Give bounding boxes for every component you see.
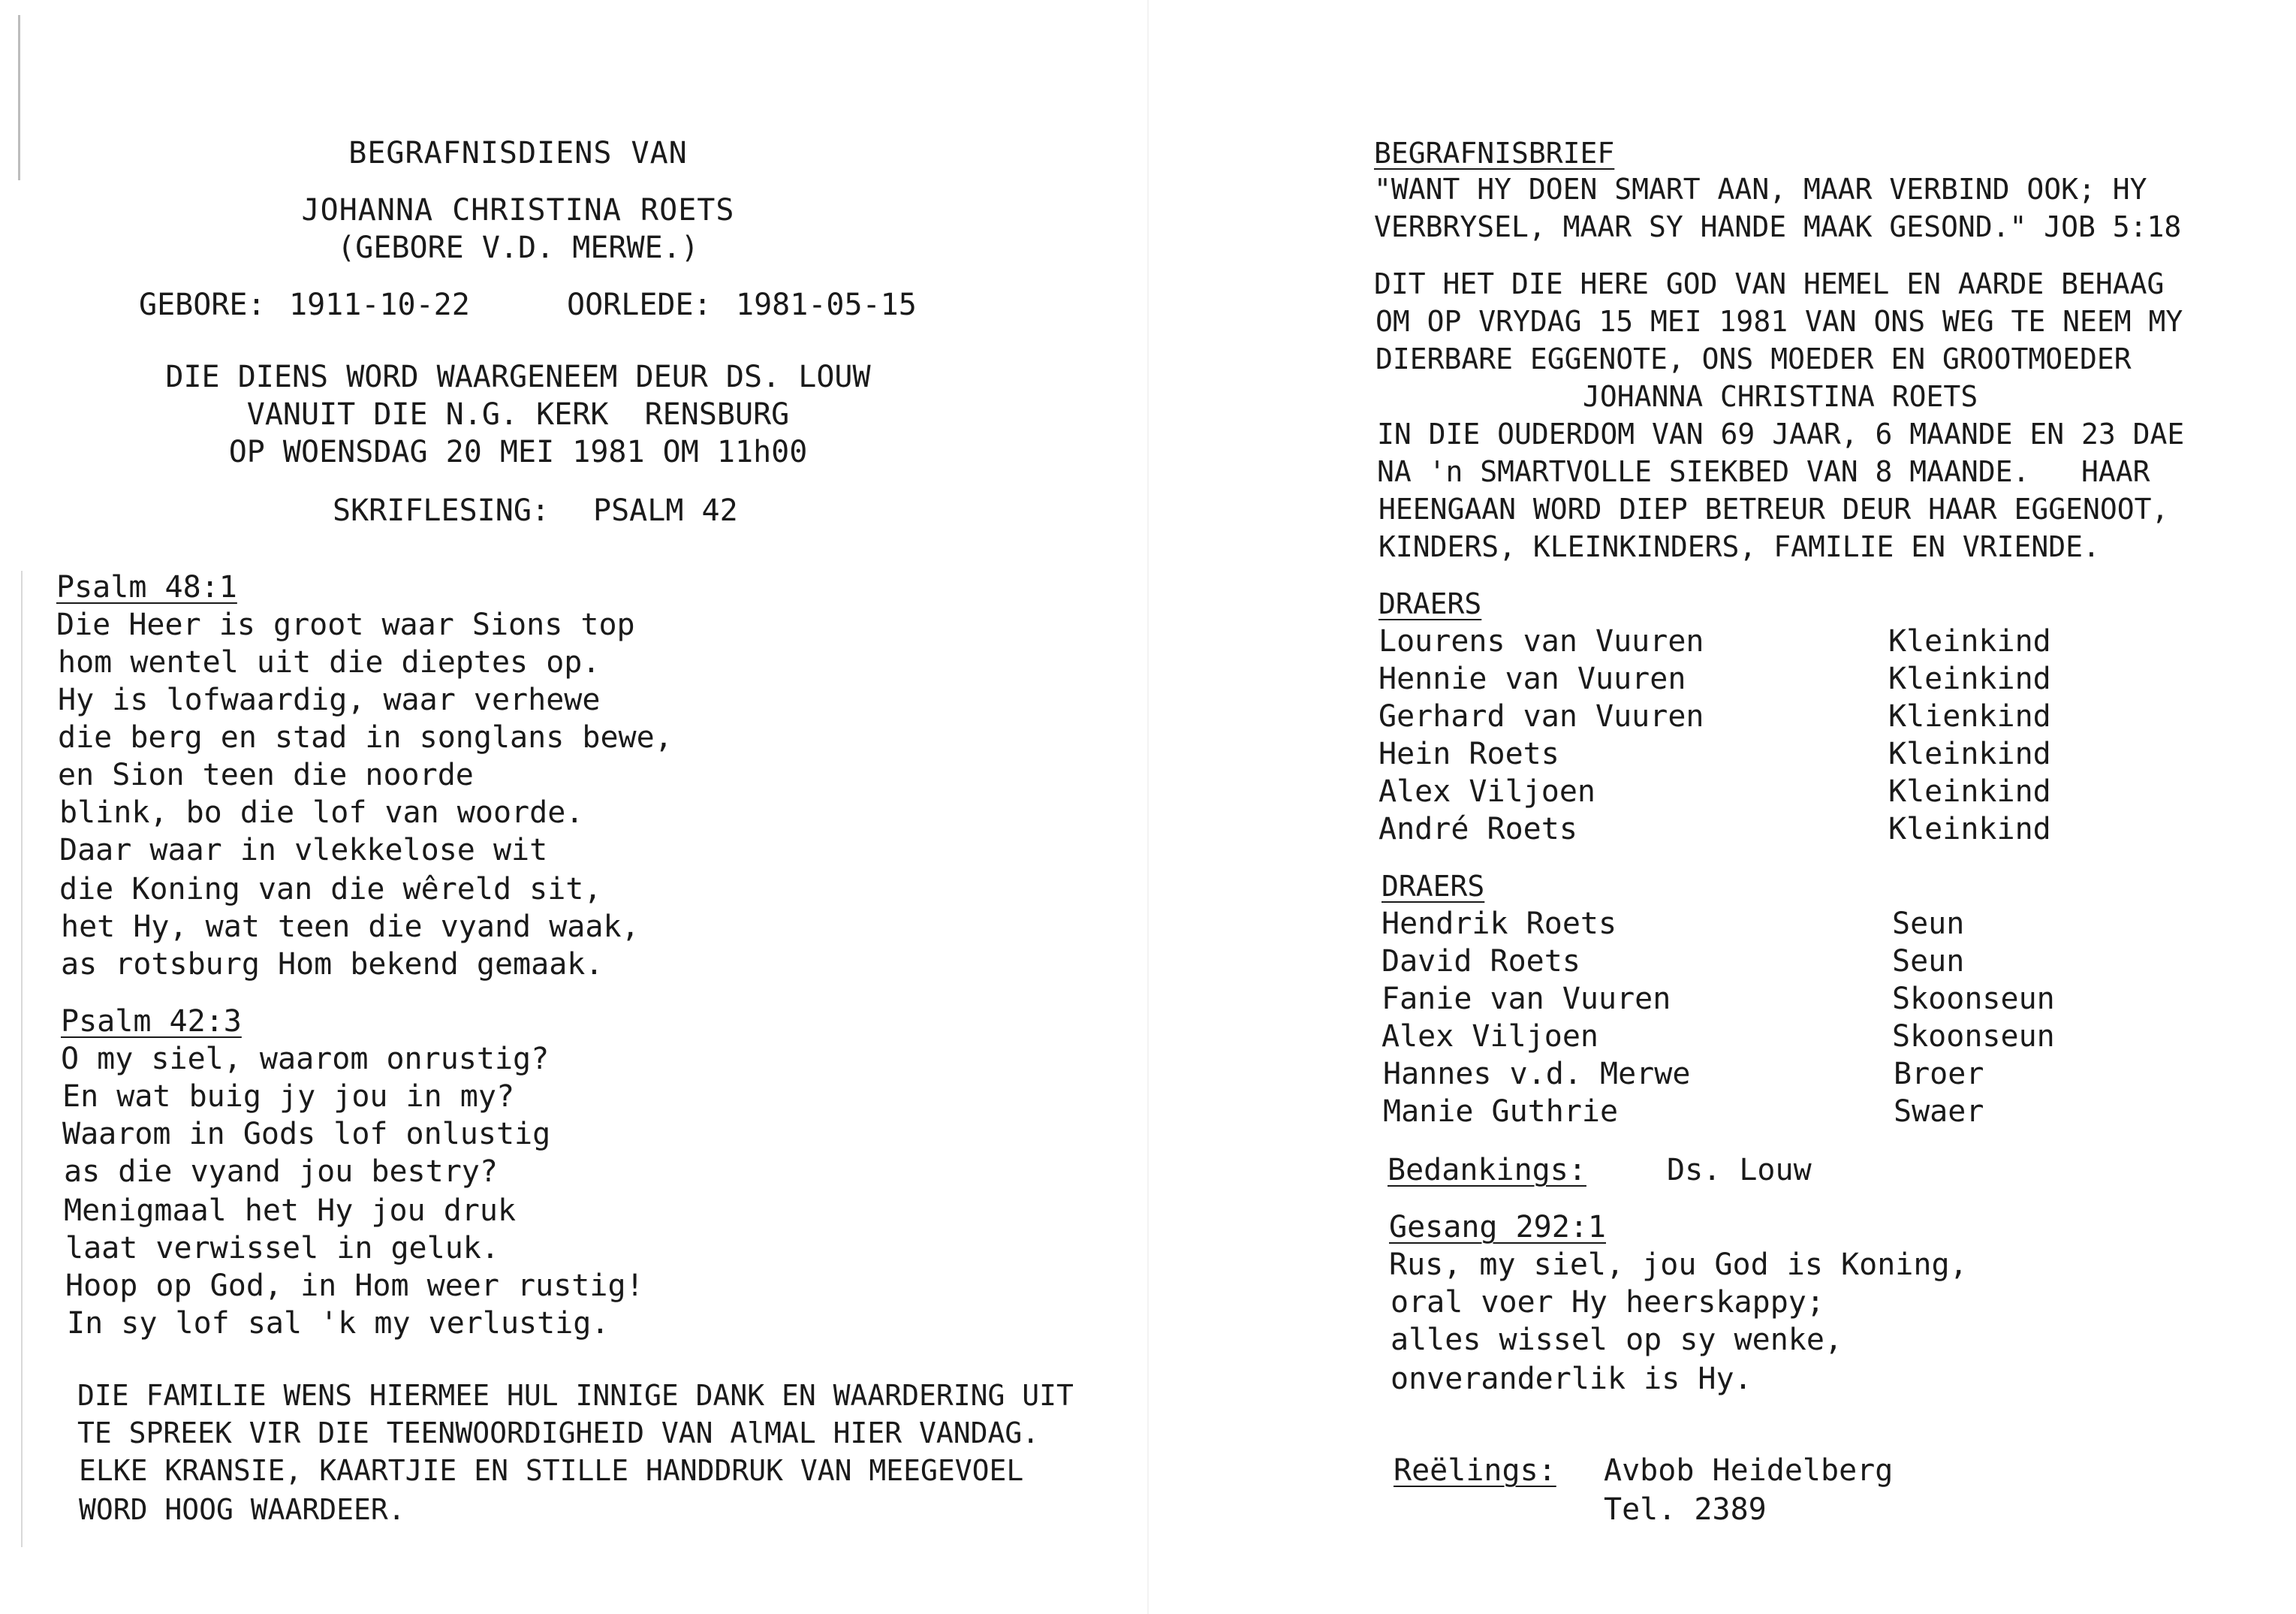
deceased-name: JOHANNA CHRISTINA ROETS: [301, 193, 735, 228]
psalm-line: O my siel, waarom onrustig?: [61, 1042, 550, 1076]
reading-value: PSALM 42: [593, 493, 738, 528]
psalm-line: hom wentel uit die dieptes op.: [58, 645, 601, 680]
thanksgiving-value: Ds. Louw: [1667, 1153, 1812, 1187]
bearer-relation: Skoonseun: [1892, 982, 2055, 1016]
bearer-name: Hendrik Roets: [1382, 907, 1617, 941]
bearers-title: DRAERS: [1382, 870, 1485, 903]
bearer-relation: Kleinkind: [1888, 812, 2051, 846]
psalm-line: die berg en stad in songlans bewe,: [58, 720, 673, 755]
right-page: [1149, 0, 2296, 1614]
psalm-title: Psalm 42:3: [61, 1004, 242, 1039]
service-line: DIE DIENS WORD WAARGENEEM DEUR DS. LOUW: [165, 360, 871, 394]
notice-line: KINDERS, KLEINKINDERS, FAMILIE EN VRIENDE.: [1379, 530, 2100, 563]
hymn-line: alles wissel op sy wenke,: [1391, 1323, 1843, 1357]
bearer-relation: Kleinkind: [1888, 624, 2051, 659]
psalm-title: Psalm 48:1: [56, 570, 237, 605]
bearer-name: Fanie van Vuuren: [1382, 982, 1671, 1016]
bearer-relation: Kleinkind: [1888, 662, 2051, 696]
hymn-title: Gesang 292:1: [1389, 1210, 1606, 1244]
psalm-line: Waarom in Gods lof onlustig: [62, 1117, 551, 1151]
thanksgiving-label: Bedankings:: [1388, 1153, 1586, 1187]
notice-line: DIERBARE EGGENOTE, ONS MOEDER EN GROOTMOEDER: [1375, 342, 2132, 376]
thanks-line: DIE FAMILIE WENS HIERMEE HUL INNIGE DANK EN WAARDERING UIT: [77, 1379, 1074, 1412]
arrangements-label: Reëlings:: [1394, 1453, 1556, 1488]
bearer-name: Hennie van Vuuren: [1379, 662, 1686, 696]
psalm-line: Menigmaal het Hy jou druk: [64, 1193, 517, 1228]
born-label: GEBORE:: [139, 288, 266, 322]
margin-rule: [21, 571, 23, 1547]
notice-name: JOHANNA CHRISTINA ROETS: [1583, 380, 1978, 413]
verse-line: "WANT HY DOEN SMART AAN, MAAR VERBIND OOK; HY: [1374, 173, 2147, 206]
psalm-line: Hy is lofwaardig, waar verhewe: [58, 683, 601, 717]
bearer-relation: Seun: [1892, 907, 1965, 941]
psalm-line: die Koning van die wêreld sit,: [59, 872, 602, 907]
bearer-relation: Kleinkind: [1888, 774, 2051, 809]
letter-title: BEGRAFNISBRIEF: [1374, 137, 1615, 170]
bearer-name: Gerhard van Vuuren: [1379, 699, 1704, 734]
bearer-relation: Broer: [1894, 1057, 1984, 1091]
died-label: OORLEDE:: [567, 288, 712, 322]
notice-line: DIT HET DIE HERE GOD VAN HEMEL EN AARDE BEHAAG: [1374, 267, 2165, 300]
service-line: OP WOENSDAG 20 MEI 1981 OM 11h00: [228, 435, 808, 469]
psalm-line: Daar waar in vlekkelose wit: [59, 833, 548, 867]
psalm-line: In sy lof sal 'k my verlustig.: [67, 1306, 610, 1341]
psalm-line: het Hy, wat teen die vyand waak,: [61, 910, 640, 944]
maiden-name: (GEBORE V.D. MERWE.): [337, 231, 699, 265]
reading-label: SKRIFLESING:: [333, 493, 550, 528]
bearer-name: Alex Viljoen: [1379, 774, 1595, 809]
bearer-name: Lourens van Vuuren: [1379, 624, 1704, 659]
hymn-line: oral voer Hy heerskappy;: [1391, 1285, 1824, 1320]
phone-number: Tel. 2389: [1604, 1492, 1767, 1527]
service-title: BEGRAFNISDIENS VAN: [348, 136, 688, 170]
thanks-line: WORD HOOG WAARDEER.: [79, 1493, 405, 1526]
bearer-relation: Klienkind: [1888, 699, 2051, 734]
hymn-line: onveranderlik is Hy.: [1391, 1362, 1752, 1396]
born-date: 1911-10-22: [289, 288, 470, 322]
notice-line: HEENGAAN WORD DIEP BETREUR DEUR HAAR EGGENOOT,: [1379, 493, 2169, 526]
psalm-line: laat verwissel in geluk.: [65, 1231, 499, 1266]
bearers-title: DRAERS: [1379, 587, 1482, 620]
verse-line: VERBRYSEL, MAAR SY HANDE MAAK GESOND." JOB 5:18: [1374, 210, 2182, 243]
psalm-line: Hoop op God, in Hom weer rustig!: [65, 1269, 644, 1303]
notice-line: IN DIE OUDERDOM VAN 69 JAAR, 6 MAANDE EN 23 DAE: [1377, 418, 2185, 451]
psalm-line: as rotsburg Hom bekend gemaak.: [61, 947, 604, 982]
psalm-line: blink, bo die lof van woorde.: [59, 795, 584, 830]
bearer-name: André Roets: [1379, 812, 1577, 846]
bearer-name: Hein Roets: [1379, 737, 1559, 771]
thanks-line: ELKE KRANSIE, KAARTJIE EN STILLE HANDDRUK VAN MEEGEVOEL: [79, 1454, 1024, 1487]
bearer-name: Hannes v.d. Merwe: [1383, 1057, 1691, 1091]
psalm-line: as die vyand jou bestry?: [64, 1154, 498, 1189]
psalm-line: Die Heer is groot waar Sions top: [56, 608, 635, 642]
bearer-relation: Swaer: [1894, 1094, 1984, 1129]
psalm-line: En wat buig jy jou in my?: [62, 1079, 515, 1114]
bearer-name: David Roets: [1382, 944, 1580, 979]
bearer-name: Alex Viljoen: [1382, 1019, 1598, 1054]
bearer-relation: Seun: [1892, 944, 1965, 979]
bearer-name: Manie Guthrie: [1383, 1094, 1619, 1129]
notice-line: OM OP VRYDAG 15 MEI 1981 VAN ONS WEG TE NEEM MY: [1375, 305, 2183, 338]
service-line: VANUIT DIE N.G. KERK RENSBURG: [246, 397, 790, 432]
notice-line: NA 'n SMARTVOLLE SIEKBED VAN 8 MAANDE. HAAR: [1377, 455, 2150, 488]
psalm-line: en Sion teen die noorde: [58, 758, 474, 792]
hymn-line: Rus, my siel, jou God is Koning,: [1389, 1247, 1968, 1282]
arrangements-value: Avbob Heidelberg: [1604, 1453, 1894, 1488]
bearer-relation: Skoonseun: [1892, 1019, 2055, 1054]
died-date: 1981-05-15: [736, 288, 917, 322]
bearer-relation: Kleinkind: [1888, 737, 2051, 771]
thanks-line: TE SPREEK VIR DIE TEENWOORDIGHEID VAN AlMAL HIER VANDAG.: [77, 1416, 1040, 1450]
